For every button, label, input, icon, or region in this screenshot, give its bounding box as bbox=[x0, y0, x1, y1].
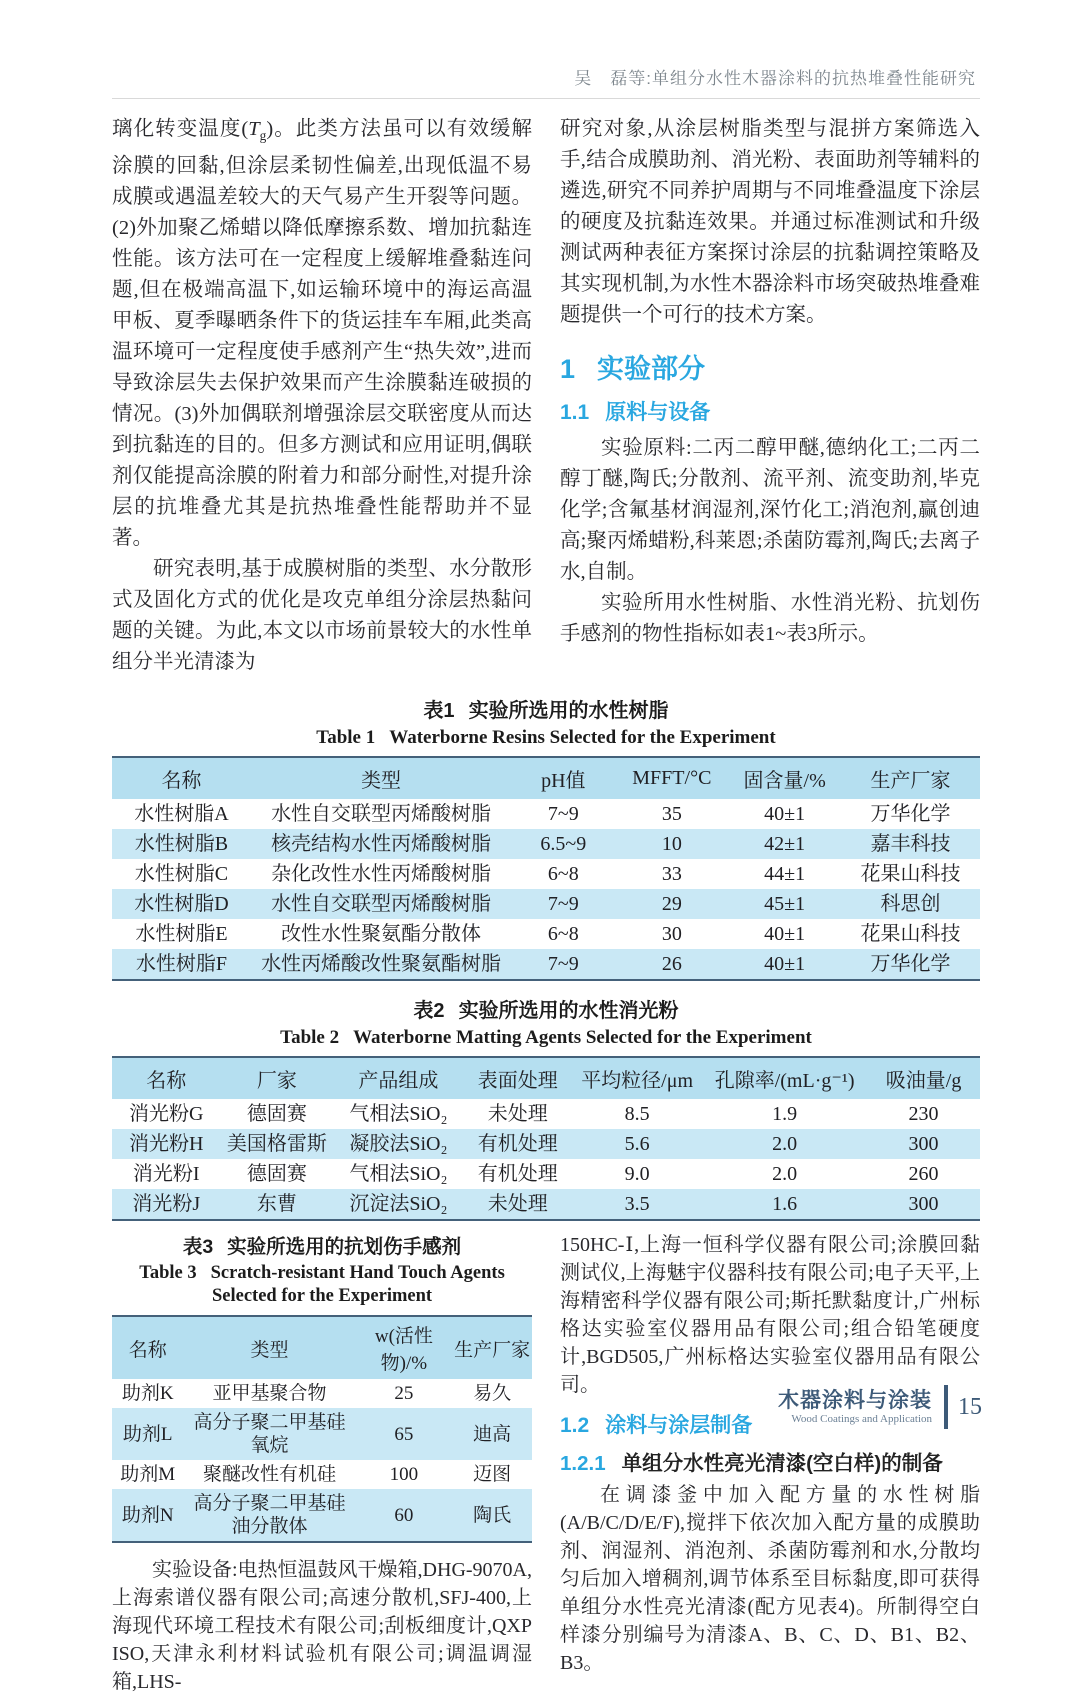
bottom-columns bbox=[112, 1231, 980, 1696]
table-cell: 消光粉G bbox=[129, 1103, 204, 1126]
table-cell: 科思创 bbox=[880, 893, 941, 916]
table-cell: 65 bbox=[394, 1423, 414, 1445]
table-cell: 花果山科技 bbox=[860, 923, 961, 946]
section-heading-1-2-1 bbox=[560, 1446, 980, 1476]
column-header: 名称 bbox=[146, 1070, 187, 1093]
table-cell: 易久 bbox=[473, 1383, 512, 1405]
section-heading-1-1 bbox=[560, 396, 980, 426]
table-row bbox=[112, 1379, 532, 1408]
table-cell: 助剂K bbox=[121, 1383, 174, 1405]
top-columns bbox=[112, 114, 980, 678]
section-number: 1.2 bbox=[560, 1414, 590, 1438]
column-header: 平均粒径/μm bbox=[581, 1070, 694, 1093]
table-label: Table 1 bbox=[316, 727, 376, 749]
section-number: 1.1 bbox=[560, 401, 590, 424]
table-row bbox=[112, 799, 980, 829]
table-cell: 100 bbox=[389, 1464, 419, 1486]
column-header: 厂家 bbox=[256, 1070, 297, 1093]
table-cell: 德固赛 bbox=[246, 1103, 307, 1126]
table-cell: 沉淀法SiO₂ bbox=[349, 1193, 448, 1216]
paragraph-text: 璃化转变温度( bbox=[112, 118, 249, 140]
table-row bbox=[112, 1189, 980, 1220]
table-cell: 水性自交联型丙烯酸树脂 bbox=[271, 893, 492, 916]
page-number: 15 bbox=[958, 1393, 982, 1420]
table-cell: 未处理 bbox=[487, 1103, 548, 1126]
table1-title-cn bbox=[112, 694, 980, 723]
table-cell: 45±1 bbox=[764, 893, 806, 916]
column-header: 吸油量/g bbox=[885, 1070, 962, 1093]
table-row bbox=[112, 949, 980, 980]
table-cell: 40±1 bbox=[764, 953, 806, 976]
table-cell: 300 bbox=[908, 1193, 939, 1216]
table-cell: 万华化学 bbox=[870, 953, 951, 976]
table-cell: 万华化学 bbox=[870, 803, 951, 826]
table-cell: 60 bbox=[394, 1504, 414, 1526]
paragraph-text: )。此类方法虽可以有效缓解涂膜的回黏,但涂层柔韧性偏差,出现低温不易成膜或遇温差较大的天气易产生开裂等问题。(2)外加聚乙烯蜡以降低摩擦系数、增加抗黏连性能。该方法可在一定程度上缓解堆叠黏连问题,但在极端高温下,如运输环境中的海运高温甲板、夏季曝晒条件下的货运挂车车厢,此类高温环境可一定程度使手感剂产生“热失效”,进而导致涂层失去保护效果而产生涂膜黏连破损的情况。(3)外加偶联剂增强涂层交联密度从而达到抗黏连的目的。但多方测试和应用证明,偶联剂仅能提高涂膜的附着力和部分耐性,对提升涂层的抗堆叠尤其是抗热堆叠性能帮助并不显著。 bbox=[112, 118, 533, 550]
table-cell: 助剂M bbox=[120, 1464, 176, 1486]
table-cell: 水性树脂B bbox=[134, 833, 229, 856]
column-header: MFFT/°C bbox=[632, 767, 712, 790]
table-cell: 30 bbox=[661, 923, 682, 946]
section-number: 1 bbox=[560, 354, 576, 384]
table-cell: 助剂L bbox=[122, 1423, 173, 1445]
paragraph: 研究表明,基于成膜树脂的类型、水分散形式及固化方式的优化是攻克单组分涂层热黏问题的关键。为此,本文以市场前景较大的水性单组分半光清漆为 bbox=[112, 558, 532, 674]
table-cell: 花果山科技 bbox=[860, 863, 961, 886]
running-title: 吴 磊等:单组分水性木器涂料的抗热堆叠性能研究 bbox=[574, 69, 976, 88]
table-cell: 33 bbox=[661, 863, 682, 886]
journal-name-en: Wood Coatings and Application bbox=[791, 1412, 932, 1425]
table-cell: 消光粉I bbox=[132, 1163, 200, 1186]
table-cell: 6.5~9 bbox=[540, 833, 587, 856]
column-header: pH值 bbox=[541, 770, 586, 793]
table-cell: 水性树脂F bbox=[135, 953, 227, 976]
table-cell: 1.9 bbox=[772, 1103, 798, 1126]
table-cell: 改性水性聚氨酯分散体 bbox=[281, 923, 482, 946]
table-label: Table 2 bbox=[280, 1027, 340, 1049]
table-cell: 水性树脂D bbox=[134, 893, 229, 916]
table3-titles bbox=[112, 1231, 532, 1308]
table-cell: 气相法SiO₂ bbox=[349, 1103, 448, 1126]
table-cell: 陶氏 bbox=[473, 1504, 512, 1526]
table-title-text: 实验所选用的抗划伤手感剂 bbox=[227, 1236, 462, 1259]
table-label: 表2 bbox=[413, 1000, 445, 1023]
table-cell: 亚甲基聚合物 bbox=[212, 1383, 327, 1405]
table-cell: 东曹 bbox=[256, 1193, 297, 1216]
table3-title-en bbox=[112, 1262, 532, 1308]
table-cell: 美国格雷斯 bbox=[226, 1133, 327, 1156]
section-number: 1.2.1 bbox=[560, 1452, 606, 1476]
table-header-row bbox=[112, 757, 980, 799]
table-cell: 6~8 bbox=[547, 863, 579, 886]
table-header-row bbox=[112, 1316, 532, 1379]
table-row bbox=[112, 1489, 532, 1542]
column-header: 生产厂家 bbox=[870, 770, 951, 793]
table-row bbox=[112, 829, 980, 859]
table-cell: 260 bbox=[908, 1163, 939, 1186]
table-cell: 2.0 bbox=[772, 1133, 798, 1156]
table-cell: 29 bbox=[661, 893, 682, 916]
table-label: Table 3 bbox=[139, 1263, 197, 1284]
table-title-text: 实验所选用的水性消光粉 bbox=[458, 1000, 679, 1023]
table-row bbox=[112, 919, 980, 949]
section-title: 涂料与涂层制备 bbox=[605, 1414, 753, 1438]
paragraph: 研究对象,从涂层树脂类型与混拼方案筛选入手,结合成膜助剂、消光粉、表面助剂等辅料的遴选,研究不同养护周期与不同堆叠温度下涂层的硬度及抗黏连效果。并通过标准测试和升级测试两种表征方案探讨涂层的抗黏调控策略及其实现机制,为水性木器涂料市场突破热堆叠难题提供一个可行的技术方案。 bbox=[560, 118, 980, 326]
table-cell: 德固赛 bbox=[246, 1163, 307, 1186]
table-cell: 有机处理 bbox=[477, 1163, 558, 1186]
table-cell: 水性自交联型丙烯酸树脂 bbox=[271, 803, 492, 826]
section-title: 实验部分 bbox=[597, 354, 706, 384]
table2 bbox=[112, 1056, 980, 1221]
paragraph: 在调漆釜中加入配方量的水性树脂(A/B/C/D/E/F),搅拌下依次加入配方量的成膜助剂、润湿剂、消泡剂、杀菌防霉剂和水,分散均匀后加入增稠剂,调节体系至目标黏度,即可获得单组分水性亮光清漆(配方见表4)。所制得空白样漆分别编号为清漆A、B、C、D、B1、B2、B3。 bbox=[560, 1484, 980, 1675]
column-header: 类型 bbox=[250, 1339, 289, 1361]
table-cell: 凝胶法SiO₂ bbox=[349, 1133, 448, 1156]
column-header: 固含量/% bbox=[743, 770, 826, 793]
paragraph: 实验原料:二丙二醇甲醚,德纳化工;二丙二醇丁醚,陶氏;分散剂、流平剂、流变助剂,毕克化学;含氟基材润湿剂,深竹化工;消泡剂,赢创迪高;聚丙烯蜡粉,科莱恩;杀菌防霉剂,陶氏;去离子水,自制。 bbox=[560, 437, 980, 583]
table-row bbox=[112, 1460, 532, 1489]
table-cell: 7~9 bbox=[547, 953, 579, 976]
table-header-row bbox=[112, 1057, 980, 1099]
page-header bbox=[112, 0, 980, 99]
table-cell: 核壳结构水性丙烯酸树脂 bbox=[271, 833, 492, 856]
table-cell: 7~9 bbox=[547, 893, 579, 916]
table2-title-en bbox=[112, 1026, 980, 1049]
table-cell: 1.6 bbox=[772, 1193, 798, 1216]
table2-block bbox=[112, 994, 980, 1221]
table3 bbox=[112, 1315, 532, 1543]
table-cell: 9.0 bbox=[624, 1163, 650, 1186]
table-cell: 25 bbox=[394, 1383, 414, 1405]
table-row bbox=[112, 1408, 532, 1460]
table-cell: 35 bbox=[661, 803, 682, 826]
table-title-text: Waterborne Matting Agents Selected for the Experiment bbox=[353, 1027, 812, 1049]
table1 bbox=[112, 756, 980, 981]
right-column-top bbox=[560, 114, 980, 678]
right-column-bottom bbox=[560, 1231, 980, 1696]
table-cell: 助剂N bbox=[121, 1504, 174, 1526]
table-cell: 未处理 bbox=[487, 1193, 548, 1216]
left-column-bottom bbox=[112, 1231, 532, 1696]
column-header: 产品组成 bbox=[358, 1070, 439, 1093]
table1-block bbox=[112, 694, 980, 981]
table-row bbox=[112, 1099, 980, 1129]
table-cell: 嘉丰科技 bbox=[870, 833, 951, 856]
table-row bbox=[112, 889, 980, 919]
table-cell: 迪高 bbox=[473, 1423, 512, 1445]
paragraph bbox=[112, 114, 532, 554]
left-column-top bbox=[112, 114, 532, 678]
table-cell: 气相法SiO₂ bbox=[349, 1163, 448, 1186]
table-cell: 3.5 bbox=[624, 1193, 650, 1216]
table-cell: 有机处理 bbox=[477, 1133, 558, 1156]
table-cell: 迈图 bbox=[473, 1464, 512, 1486]
table-cell: 水性丙烯酸改性聚氨酯树脂 bbox=[261, 953, 502, 976]
table-cell: 230 bbox=[908, 1103, 939, 1126]
table-title-text: Scratch-resistant Hand Touch Agents Selected for the Experiment bbox=[210, 1263, 505, 1307]
paragraph: 实验设备:电热恒温鼓风干燥箱,DHG-9070A,上海索谱仪器有限公司;高速分散机,SFJ-400,上海现代环境工程技术有限公司;刮板细度计,QXP ISO,天津永利材料试验机有限公司;调温调湿箱,LHS- bbox=[112, 1559, 532, 1694]
paragraph: 150HC-Ⅰ,上海一恒科学仪器有限公司;涂膜回黏测试仪,上海魅宇仪器科技有限公司;电子天平,上海精密科学仪器有限公司;斯托默黏度计,广州标格达实验室仪器用品有限公司;组合铅笔硬度计,BGD505,广州标格达实验室仪器用品有限公司。 bbox=[560, 1234, 980, 1397]
table-row bbox=[112, 859, 980, 889]
journal-name-cn: 木器涂料与涂装 bbox=[778, 1388, 932, 1412]
section-title: 原料与设备 bbox=[605, 401, 711, 424]
table-cell: 40±1 bbox=[764, 803, 806, 826]
table-title-text: 实验所选用的水性树脂 bbox=[468, 700, 669, 723]
table-cell: 消光粉J bbox=[132, 1193, 201, 1216]
table-cell: 40±1 bbox=[764, 923, 806, 946]
table3-title-cn bbox=[112, 1231, 532, 1259]
table-label: 表1 bbox=[423, 700, 455, 723]
table-cell: 聚醚改性有机硅 bbox=[202, 1464, 336, 1486]
table-cell: 水性树脂C bbox=[134, 863, 229, 886]
paragraph: 实验所用水性树脂、水性消光粉、抗划伤手感剂的物性指标如表1~表3所示。 bbox=[560, 592, 980, 645]
table-cell: 杂化改性水性丙烯酸树脂 bbox=[271, 863, 492, 886]
column-header: 类型 bbox=[361, 770, 402, 793]
table-cell: 高分子聚二甲基硅油分散体 bbox=[193, 1493, 346, 1538]
column-header: 孔隙率/(mL·g⁻¹) bbox=[714, 1070, 855, 1093]
table2-title-cn bbox=[112, 994, 980, 1023]
table-cell: 5.6 bbox=[624, 1133, 650, 1156]
table-cell: 42±1 bbox=[764, 833, 806, 856]
column-header: 表面处理 bbox=[477, 1070, 558, 1093]
column-header: 生产厂家 bbox=[454, 1339, 531, 1361]
column-header: 名称 bbox=[161, 770, 202, 793]
table-cell: 10 bbox=[661, 833, 682, 856]
table-cell: 26 bbox=[661, 953, 682, 976]
table-cell: 44±1 bbox=[764, 863, 806, 886]
table-cell: 7~9 bbox=[547, 803, 579, 826]
table-cell: 水性树脂E bbox=[135, 923, 228, 946]
table-title-text: Waterborne Resins Selected for the Experiment bbox=[389, 727, 776, 749]
page-footer bbox=[778, 1385, 982, 1429]
section-title: 单组分水性亮光清漆(空白样)的制备 bbox=[621, 1452, 943, 1476]
table-cell: 消光粉H bbox=[129, 1133, 204, 1156]
table-cell: 水性树脂A bbox=[134, 803, 229, 826]
journal-name bbox=[778, 1389, 932, 1426]
table-row bbox=[112, 1159, 980, 1189]
table-cell: 高分子聚二甲基硅氧烷 bbox=[193, 1412, 346, 1457]
table-cell: 8.5 bbox=[624, 1103, 650, 1126]
section-heading-1 bbox=[560, 347, 980, 386]
table1-title-en bbox=[112, 726, 980, 749]
table-label: 表3 bbox=[182, 1236, 214, 1259]
footer-divider bbox=[944, 1385, 948, 1429]
table-row bbox=[112, 1129, 980, 1159]
table-cell: 300 bbox=[908, 1133, 939, 1156]
column-header: 名称 bbox=[128, 1339, 167, 1361]
inline-variable: $T_g$ bbox=[248, 118, 267, 144]
column-header: w(活性物)/% bbox=[374, 1326, 433, 1375]
table-cell: 6~8 bbox=[547, 923, 579, 946]
table-cell: 2.0 bbox=[772, 1163, 798, 1186]
